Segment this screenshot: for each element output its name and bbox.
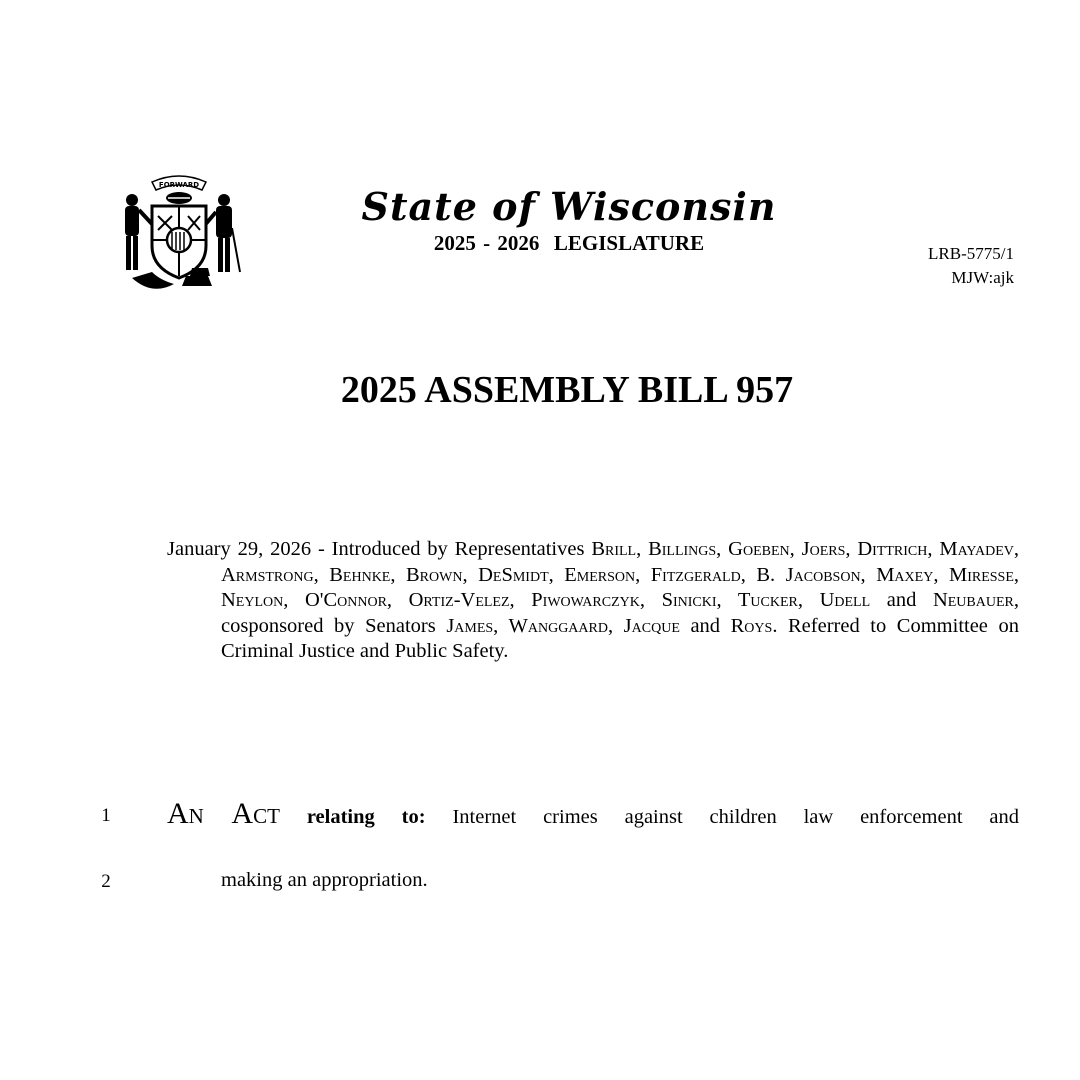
- intro-referral: . Referred to Committee on Criminal Justice and Public Safety.: [221, 614, 1019, 663]
- drafter-code: MJW:ajk: [951, 268, 1014, 287]
- intro-and-2: and: [679, 614, 731, 637]
- intro-and-1: and: [870, 589, 933, 612]
- state-title: State of Wisconsin: [361, 184, 777, 229]
- act-line-2-text: making an appropriation.: [221, 869, 428, 891]
- bill-title: 2025 ASSEMBLY BILL 957: [340, 369, 794, 411]
- representatives-list: Brill, Billings, Goeben, Joers, Dittrich, Mayadev, Armstrong, Behnke, Brown, DeSmidt, Emerson, Fitzgerald, B. Jacobson, Maxey, Miresse, Neylon, O'Connor, Ortiz-Velez, Piwowarczyk, Sinicki, Tucker, Udell: [221, 538, 1019, 612]
- act-line-1: [167, 797, 1019, 831]
- representative-last: Neubauer: [932, 589, 1014, 612]
- line-number-1: 1: [101, 805, 111, 826]
- intro-cosponsored: , cosponsored by Senators: [221, 589, 1019, 637]
- senators-list: James, Wanggaard, Jacque: [446, 614, 680, 637]
- seal-motto: FORWARD: [158, 181, 200, 189]
- relating-label: relating to:: [306, 806, 426, 828]
- lrb-number: LRB-5775/1: [928, 244, 1014, 263]
- intro-lead: January 29, 2026 - Introduced by Representatives: [167, 538, 592, 560]
- legislature-label: 2025 - 2026 LEGISLATURE: [433, 231, 705, 255]
- senator-last: Roys: [730, 614, 773, 637]
- line-number-2: 2: [101, 871, 111, 892]
- act-label: An Act: [167, 797, 280, 830]
- act-line-1-text: Internet crimes against children law enforcement and: [452, 806, 1019, 828]
- introduction-paragraph: [167, 537, 1019, 665]
- lrb-reference: [928, 242, 1014, 290]
